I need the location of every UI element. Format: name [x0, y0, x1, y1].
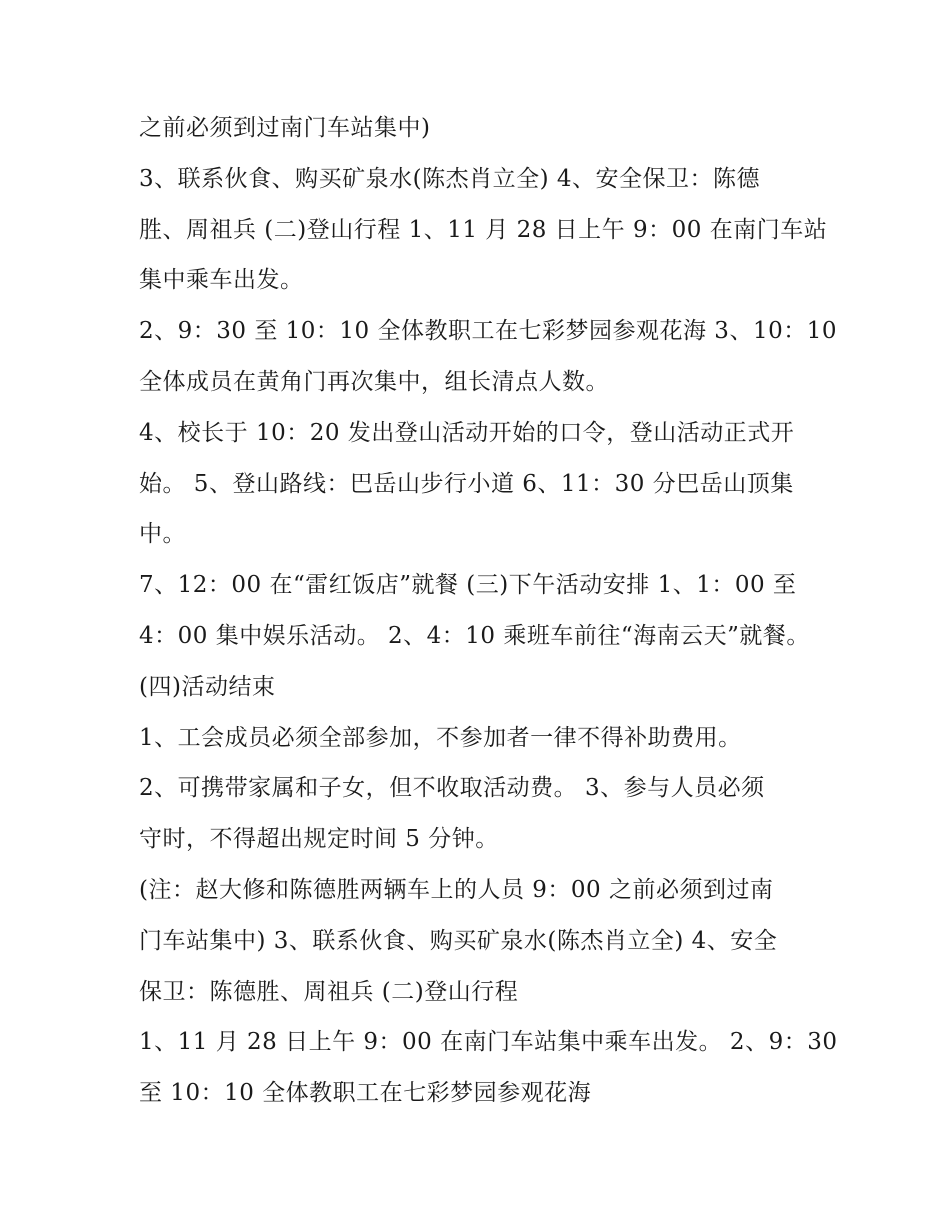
text-line: 4、校长于 10：20 发出登山活动开始的口令，登山活动正式开 — [139, 419, 795, 446]
text-line: 始。 5、登山路线：巴岳山步行小道 6、11：30 分巴岳山顶集 — [139, 470, 794, 497]
text-line: (注：赵大修和陈德胜两辆车上的人员 9：00 之前必须到过南 — [139, 876, 774, 903]
text-line: 4：00 集中娱乐活动。 2、4：10 乘班车前往“海南云天”就餐。 — [139, 622, 810, 649]
text-line: 3、联系伙食、购买矿泉水(陈杰肖立全) 4、安全保卫：陈德 — [139, 165, 761, 192]
text-line: 1、工会成员必须全部参加，不参加者一律不得补助费用。 — [139, 724, 742, 751]
text-line: 胜、周祖兵 (二)登山行程 1、11 月 28 日上午 9：00 在南门车站 — [139, 216, 828, 243]
text-line: 保卫：陈德胜、周祖兵 (二)登山行程 — [139, 978, 519, 1005]
text-line: 之前必须到过南门车站集中) — [139, 115, 431, 141]
text-line: 7、12：00 在“雷红饭店”就餐 (三)下午活动安排 1、1：00 至 — [139, 572, 797, 599]
text-line: 集中乘车出发。 — [139, 267, 304, 294]
text-line: 守时，不得超出规定时间 5 分钟。 — [139, 826, 499, 853]
text-line: 门车站集中) 3、联系伙食、购买矿泉水(陈杰肖立全) 4、安全 — [139, 927, 778, 954]
text-line: 2、可携带家属和子女，但不收取活动费。 3、参与人员必须 — [139, 775, 765, 802]
document-body — [139, 103, 838, 1119]
text-line: 中。 — [139, 521, 186, 548]
text-line: 全体成员在黄角门再次集中，组长清点人数。 — [139, 368, 609, 395]
text-line: 2、9：30 至 10：10 全体教职工在七彩梦园参观花海 3、10：10 — [139, 318, 837, 345]
text-line: 至 10：10 全体教职工在七彩梦园参观花海 — [139, 1080, 592, 1107]
text-line: (四)活动结束 — [139, 673, 276, 700]
text-line: 1、11 月 28 日上午 9：00 在南门车站集中乘车出发。 2、9：30 — [139, 1029, 838, 1056]
